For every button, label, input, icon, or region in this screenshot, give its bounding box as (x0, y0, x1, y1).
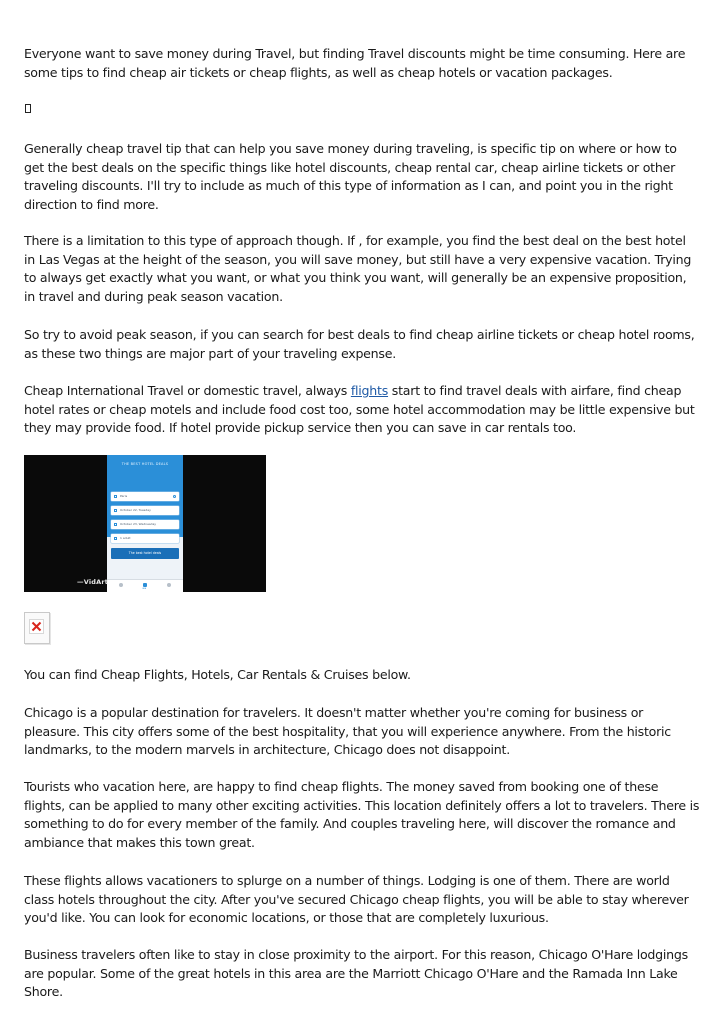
broken-image-icon (29, 619, 44, 634)
target-icon (173, 495, 176, 498)
city-field (111, 492, 179, 501)
checkin-value: October 22, Tuesday (120, 508, 151, 512)
calendar-icon (114, 509, 117, 512)
person-icon (114, 537, 117, 540)
location-icon (114, 495, 117, 498)
city-value: Paris (120, 494, 128, 498)
hotels-tab-label: GPA (142, 588, 146, 590)
international-travel-paragraph (24, 382, 700, 438)
hotels-tab-icon (143, 583, 147, 587)
app-tab-bar (107, 579, 183, 592)
business-travelers-paragraph: Business travelers often like to stay in close proximity to the airport. For this reason, Chicago O'Hare lodgings are popular. Some of the great hotels in this area are the Marriott Chicago O'Hare and the Ramada Inn Lake Shore. (24, 947, 688, 999)
phone-app-screenshot (107, 455, 183, 592)
guests-field (111, 534, 179, 543)
flights-splurge-paragraph: These flights allows vacationers to splurge on a number of things. Lodging is one of them. There are world class hotels throughout the city. After you've secured Chicago cheap flights, you will be able to stay wherever you'd like. You can look for economic locations, or those that are completely luxurious. (24, 873, 689, 925)
checkin-field (111, 506, 179, 515)
tips-paragraph: Generally cheap travel tip that can help you save money during traveling, is specific tip on where or how to get the best deals on the specific things like hotel discounts, cheap rental car, cheap airline tickets or other traveling discounts. I'll try to include as much of this type of information as I can, and point you in the right direction to find more. (24, 141, 677, 212)
watermark-text: VidArt (83, 578, 109, 586)
peak-season-paragraph: So try to avoid peak season, if you can search for best deals to find cheap airline tickets or cheap hotel rooms, as these two things are major part of your traveling expense. (24, 327, 695, 361)
app-title: THE BEST HOTEL DEALS (121, 462, 169, 466)
best-deals-button: The best hotel deals (111, 548, 179, 559)
find-cheap-paragraph: You can find Cheap Flights, Hotels, Car Rentals & Cruises below. (24, 667, 411, 682)
guests-value: 1 adult (120, 536, 131, 540)
flights-link[interactable]: flights (350, 383, 389, 398)
tourists-paragraph: Tourists who vacation here, are happy to find cheap flights. The money saved from booking one of these flights, can be applied to many other exciting activities. This location definitely offers a lot to travelers. There is something to do for every member of the family. And couples traveling here, will discover the romance and ambiance that makes this town great. (24, 779, 700, 850)
hotel-deals-video[interactable] (24, 455, 266, 592)
checkout-value: October 23, Wednesday (120, 522, 157, 526)
flights-tab-icon (119, 583, 123, 587)
limitation-paragraph: There is a limitation to this type of approach though. If , for example, you find the best deal on the best hotel in Las Vegas at the height of the season, you will save money, but still have a very expensive vacation. Trying to always get exactly what you want, or what you think you want, will generally be an expensive proposition, in travel and during peak season vacation. (24, 233, 692, 304)
broken-image-placeholder (24, 612, 50, 644)
intro-paragraph: Everyone want to save money during Travel, but finding Travel discounts might be time consuming. Here are some tips to find cheap air tickets or cheap flights, as well as cheap hotels or vacation packages. (24, 46, 686, 80)
profile-tab-icon (167, 583, 171, 587)
chicago-paragraph: Chicago is a popular destination for travelers. It doesn't matter whether you're coming for business or pleasure. This city offers some of the best hospitality, that you will experience anywhere. From the historic landmarks, to the modern marvels in architecture, Chicago does not disappoint. (24, 705, 671, 757)
paragraph-text-after-link: start to find travel deals with airfare, find cheap hotel rates or cheap motels and include food cost too, some hotel accommodation may be little expensive but they may provide food. If hotel provide pickup service then you can save in car rentals too. (24, 383, 695, 435)
checkout-field (111, 520, 179, 529)
vidart-watermark: —VidArt (77, 578, 109, 586)
paragraph-text-before-link: Cheap International Travel or domestic travel, always (24, 383, 351, 398)
calendar-icon (114, 523, 117, 526)
missing-glyph-icon (25, 104, 31, 113)
